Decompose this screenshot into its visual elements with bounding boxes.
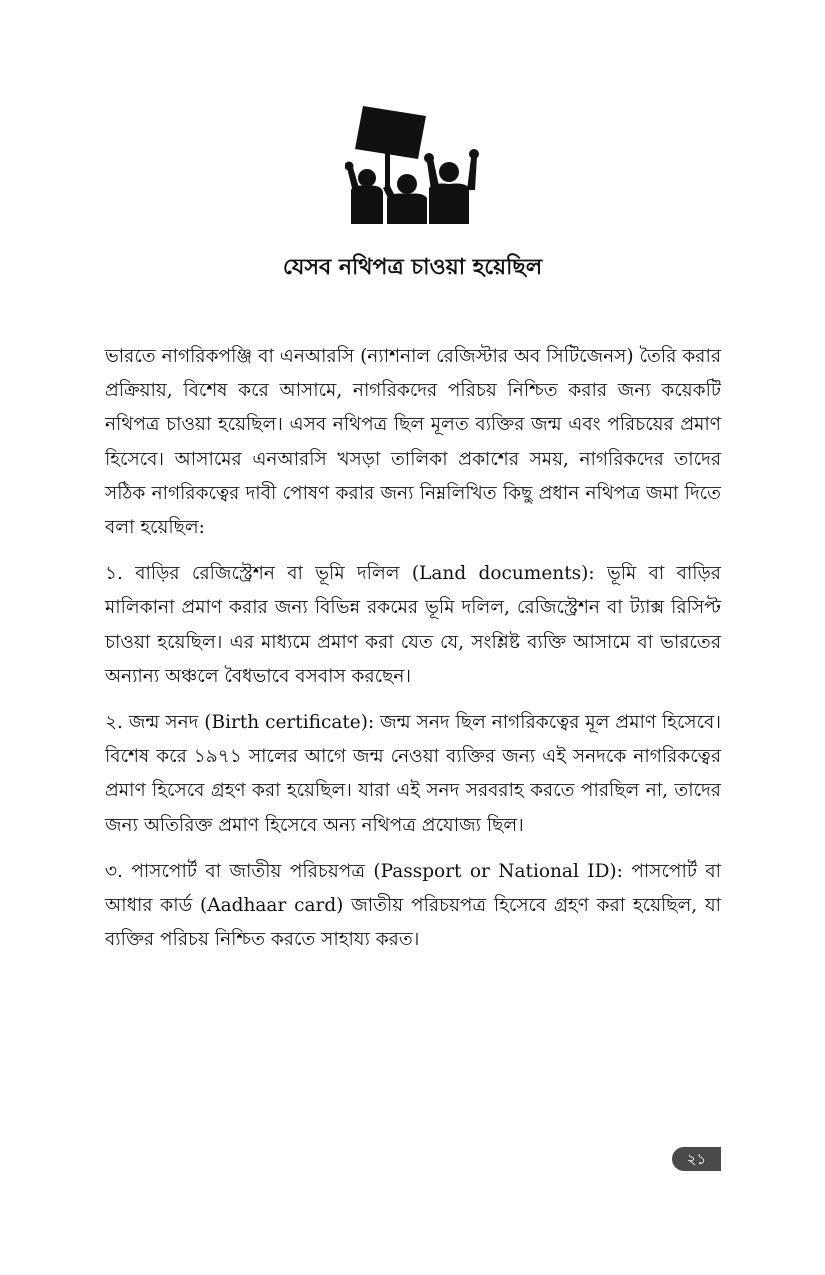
list-item [105, 706, 721, 843]
item-heading: বাড়ির রেজিস্ট্রেশন বা ভূমি দলিল (Land documents): [135, 563, 595, 585]
list-item [105, 855, 721, 958]
document-body [105, 340, 721, 969]
item-heading: পাসপোর্ট বা জাতীয় পরিচয়পত্র (Passport or National ID): [131, 860, 623, 882]
item-number: ২. [105, 712, 123, 734]
protest-crowd-icon [345, 106, 480, 224]
intro-paragraph: ভারতে নাগরিকপঞ্জি বা এনআরসি (ন্যাশনাল রেজিস্টার অব সিটিজেনস) তৈরি করার প্রক্রিয়ায়, বিশেষ করে আসামে, নাগরিকদের পরিচয় নিশ্চিত করার জন্য কয়েকটি নথিপত্র চাওয়া হয়েছিল। এসব নথিপত্র ছিল মূলত ব্যক্তির জন্ম এবং পরিচয়ের প্রমাণ হিসেবে। আসামের এনআরসি খসড়া তালিকা প্রকাশের সময়, নাগরিকদের তাদের সঠিক নাগরিকত্বের দাবী পোষণ করার জন্য নিম্নলিখিত কিছু প্রধান নথিপত্র জমা দিতে বলা হয়েছিল: [105, 346, 721, 539]
page-title: যেসব নথিপত্র চাওয়া হয়েছিল [282, 255, 543, 280]
item-heading: জন্ম সনদ (Birth certificate): [128, 712, 375, 734]
item-text: জন্ম সনদ ছিল নাগরিকত্বের মূল প্রমাণ হিসেবে। বিশেষ করে ১৯৭১ সালের আগে জন্ম নেওয়া ব্যক্তির জন্য এই সনদকে নাগরিকত্বের প্রমাণ হিসেবে গ্রহণ করা হয়েছিল। যারা এই সনদ সরবরাহ করতে পারছিল না, তাদের জন্য অতিরিক্ত প্রমাণ হিসেবে অন্য নথিপত্র প্রযোজ্য ছিল। [105, 712, 721, 836]
item-number: ৩. [105, 860, 123, 882]
list-item [105, 557, 721, 694]
item-text: ভূমি বা বাড়ির মালিকানা প্রমাণ করার জন্য বিভিন্ন রকমের ভূমি দলিল, রেজিস্ট্রেশন বা ট্যাক্স রিসিপ্ট চাওয়া হয়েছিল। এর মাধ্যমে প্রমাণ করা যেত যে, সংশ্লিষ্ট ব্যক্তি আসামে বা ভারতের অন্যান্য অঞ্চলে বৈধভাবে বসবাস করছেন। [105, 563, 721, 687]
page-number-badge: ২১ [672, 1147, 721, 1171]
item-number: ১. [105, 563, 123, 585]
item-text: পাসপোর্ট বা আধার কার্ড (Aadhaar card) জাতীয় পরিচয়পত্র হিসেবে গ্রহণ করা হয়েছিল, যা ব্যক্তির পরিচয় নিশ্চিত করতে সাহায্য করত। [105, 860, 721, 951]
